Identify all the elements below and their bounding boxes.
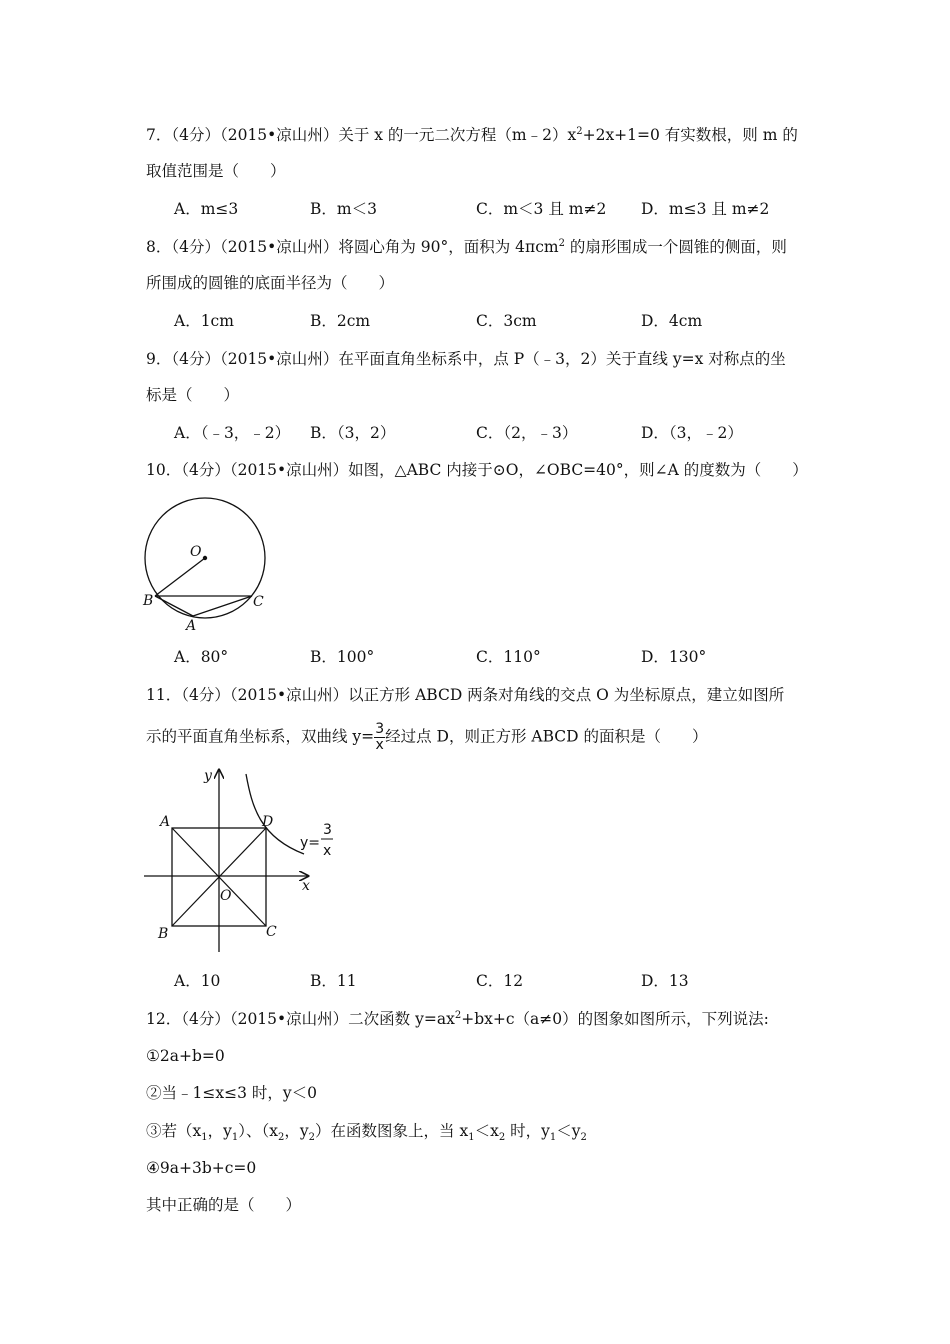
q11-curve-label	[300, 822, 333, 859]
q10-label-a: A	[186, 618, 197, 634]
svg-text:x: x	[323, 843, 332, 859]
q10-label-c: C	[253, 594, 264, 610]
q11-option-c: C．12	[476, 972, 524, 990]
q9-option-a: A．（﹣3，﹣2）	[174, 424, 291, 442]
q11-fraction: $\frac{3}{x}$	[375, 721, 385, 753]
q8-option-a: A．1cm	[174, 312, 234, 330]
q10-option-d: D．130°	[641, 648, 707, 666]
q9-option-c: C．（2，﹣3）	[476, 424, 578, 442]
q8-stem-line1: 8．（4分）（2015•凉山州）将圆心角为 90°，面积为 4πcm$^2$ 的扇形围成一个圆锥的侧面，则	[146, 237, 787, 256]
q11-label-c: C	[266, 924, 277, 940]
q7-stem-line2: 取值范围是（ ）	[146, 162, 286, 180]
q10-option-b: B．100°	[310, 648, 375, 666]
q8-option-b: B．2cm	[310, 312, 371, 330]
q11-label-y: y	[204, 768, 212, 784]
q11-label-o: O	[220, 888, 232, 904]
q10-segment-ac	[193, 596, 252, 616]
q10-option-a: A．80°	[174, 648, 229, 666]
q10-segment-ba	[155, 596, 193, 616]
q11-square-figure	[136, 762, 346, 958]
q10-circle-figure	[136, 492, 276, 634]
q10-segment-ob	[155, 558, 205, 596]
q11-option-a: A．10	[174, 972, 221, 990]
svg-text:y=: y=	[300, 835, 321, 851]
q10-label-o: O	[190, 544, 202, 560]
q11-label-x: x	[302, 878, 310, 894]
q9-stem-line1: 9．（4分）（2015•凉山州）在平面直角坐标系中，点 P（﹣3，2）关于直线 y=x 对称点的坐	[146, 350, 786, 368]
q11-label-b: B	[158, 926, 169, 942]
q9-stem-line2: 标是（ ）	[146, 386, 240, 404]
q12-stem-line1: 12．（4分）（2015•凉山州）二次函数 $y=ax^2+bx+c(a\ne 0)$的图象如图所示，下列说法:	[146, 1009, 769, 1028]
q11-option-d: D．13	[641, 972, 689, 990]
q11-option-b: B．11	[310, 972, 357, 990]
q7-option-d: D．m≤3 且 m≠2	[641, 200, 770, 218]
q12-statement-4: ④9a+3b+c=0	[146, 1159, 257, 1177]
q11-label-a: A	[160, 814, 171, 830]
q12-question: 其中正确的是（ ）	[146, 1196, 302, 1214]
q7-option-a: A．m≤3	[174, 200, 239, 218]
q7-stem-line1: 7．（4分）（2015•凉山州）关于 x 的一元二次方程$(m﹣2)x^2+2x+1=0$ 有实数根，则 m 的	[146, 125, 798, 144]
q9-option-d: D．（3，﹣2）	[641, 424, 743, 442]
q10-option-c: C．110°	[476, 648, 541, 666]
q12-statement-1: ①2a+b=0	[146, 1047, 225, 1065]
q11-label-d: D	[262, 814, 274, 830]
q11-stem-line1: 11．（4分）（2015•凉山州）以正方形 ABCD 两条对角线的交点 O 为坐标原点，建立如图所	[146, 686, 785, 704]
q9-option-b: B．（3，2）	[310, 424, 396, 442]
q11-hyperbola	[246, 774, 304, 854]
q7-option-c: C．m＜3 且 m≠2	[476, 200, 607, 218]
q8-option-d: D．4cm	[641, 312, 703, 330]
q8-stem-line2: 所围成的圆锥的底面半径为（ ）	[146, 274, 395, 292]
q10-label-b: B	[143, 593, 154, 609]
q12-statement-3: ③若（$x_1$，$y_1$）、（$x_2$，$y_2$）在函数图象上，当 $x_1<x_2$ 时，$y_1<y_2$	[146, 1122, 587, 1144]
svg-text:3: 3	[323, 822, 332, 838]
q12-statement-2: ②当﹣1≤x≤3 时，y＜0	[146, 1084, 317, 1102]
q10-stem-line1: 10．（4分）（2015•凉山州）如图，△ABC 内接于⊙O，∠OBC=40°，则∠A 的度数为（ ）	[146, 461, 808, 479]
q8-option-c: C．3cm	[476, 312, 537, 330]
q7-option-b: B．m＜3	[310, 200, 377, 218]
q11-stem-line2: 示的平面直角坐标系，双曲线 y= $\frac{3}{x}$ 经过点 D，则正方形 ABCD 的面积是（ ）	[146, 721, 708, 753]
